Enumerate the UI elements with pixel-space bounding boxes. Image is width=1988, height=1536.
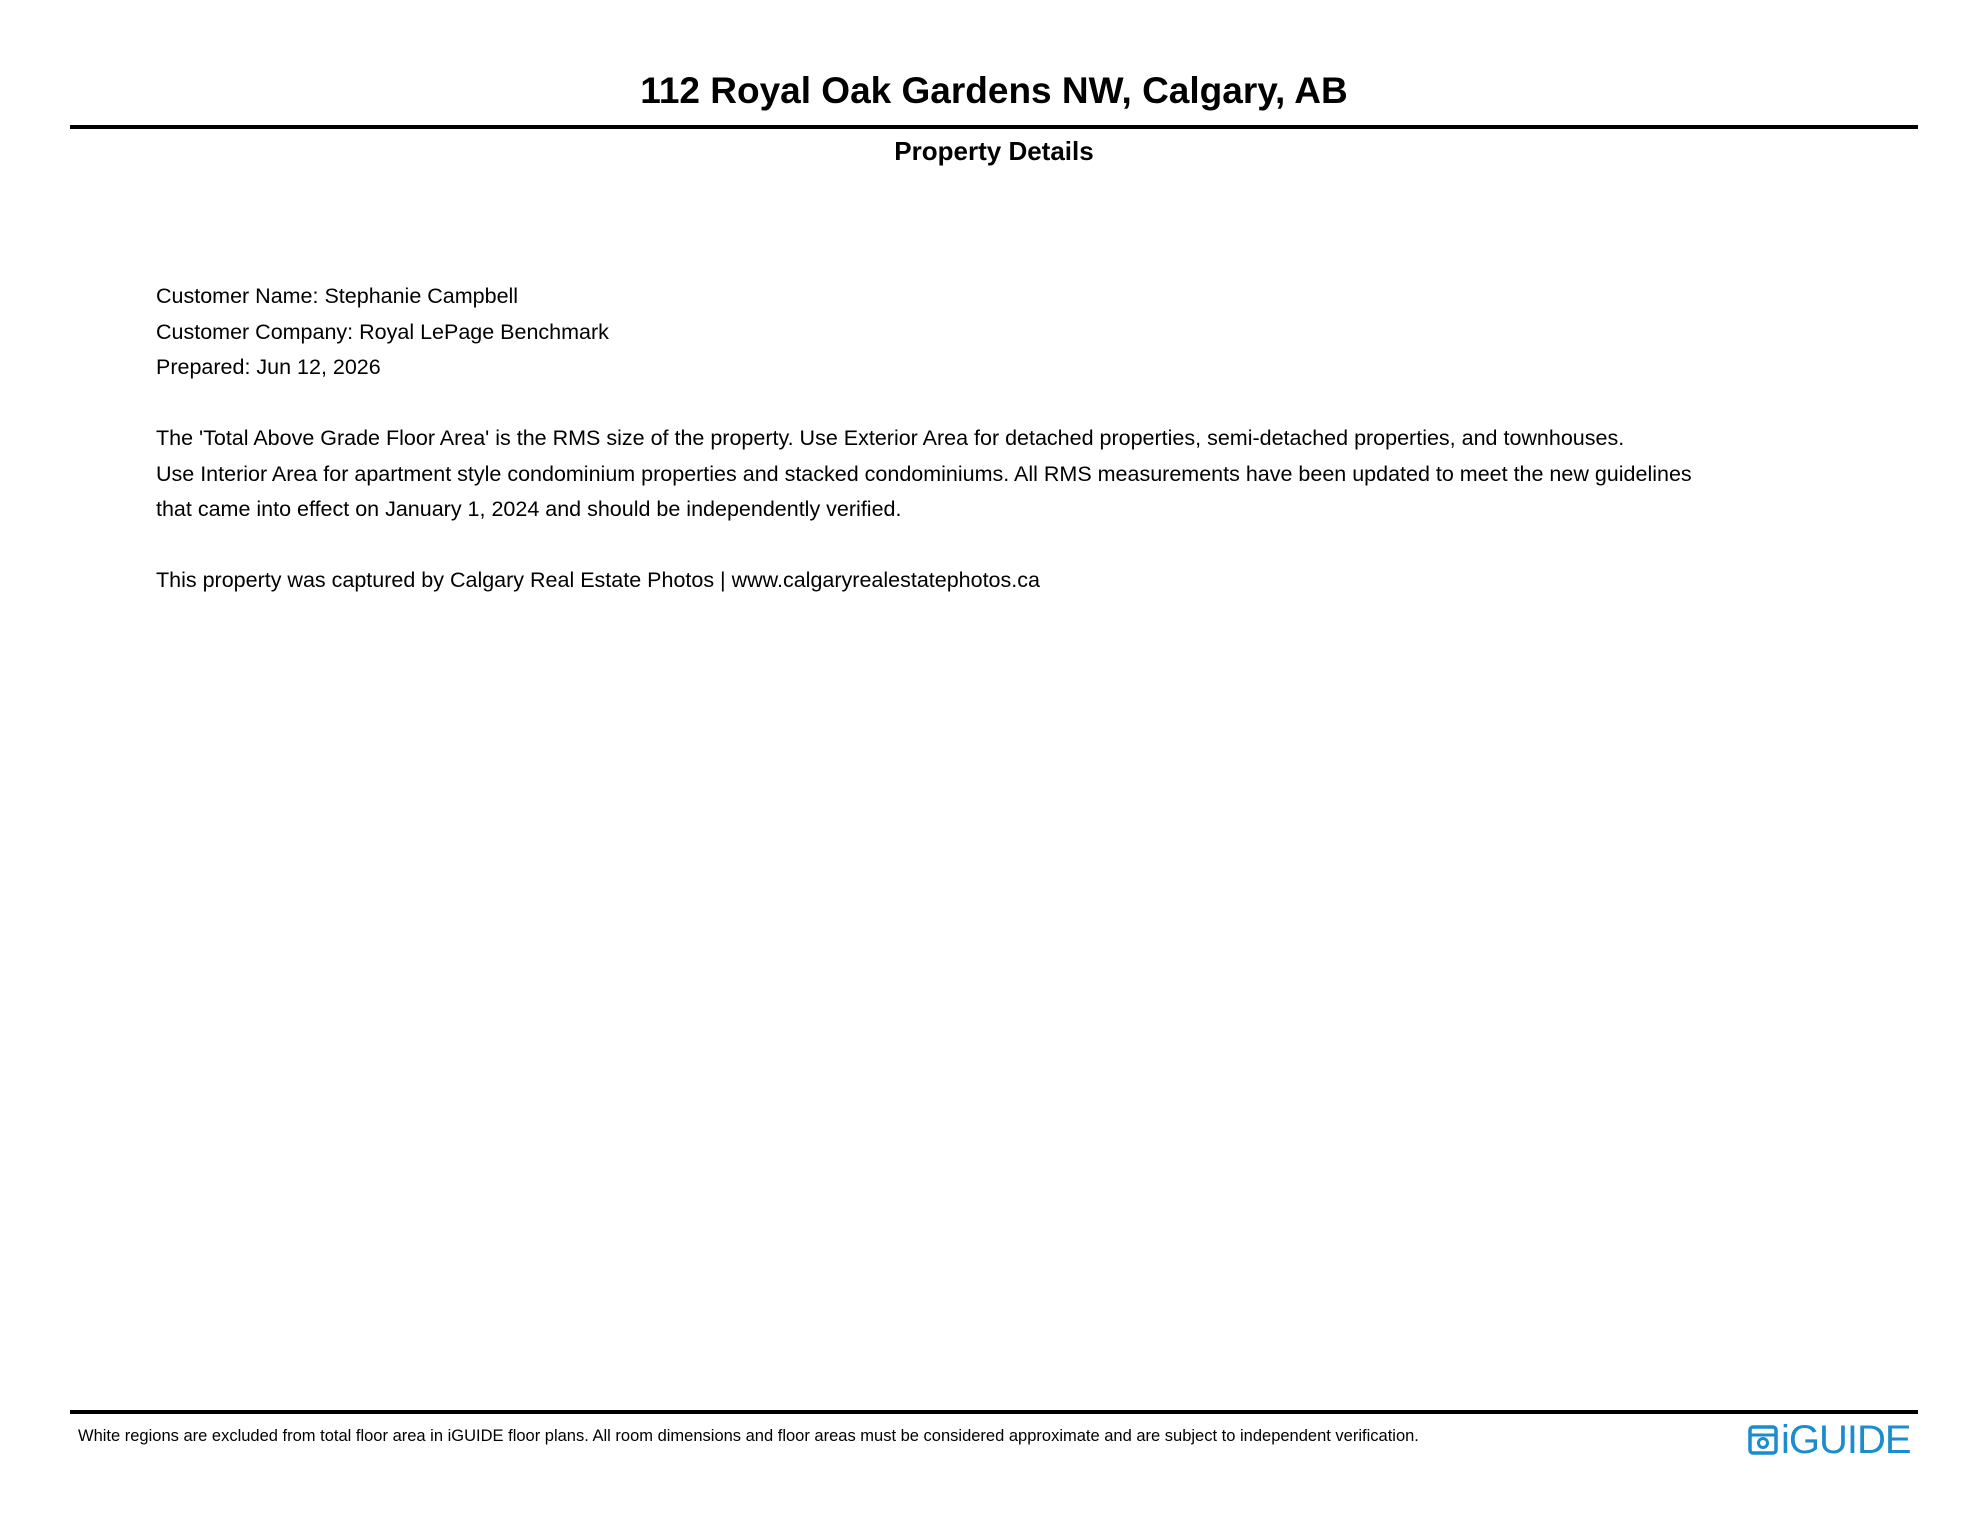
page-title: 112 Royal Oak Gardens NW, Calgary, AB [640,70,1348,111]
rms-note-line: that came into effect on January 1, 2024 and should be independently verified. [156,497,902,521]
iguide-camera-icon [1748,1424,1778,1456]
prepared-date: Prepared: Jun 12, 2026 [156,355,381,379]
spacer [156,528,1876,564]
capture-credit: This property was captured by Calgary Real Estate Photos | www.calgaryrealestatephotos.ca [156,568,1040,592]
footer-divider [70,1410,1918,1414]
footer-disclaimer: White regions are excluded from total floor area in iGUIDE floor plans. All room dimensions and floor areas must be considered approximate and are subject to independent verification. [78,1427,1419,1445]
header-divider [70,125,1918,129]
rms-note-line: Use Interior Area for apartment style condominium properties and stacked condominiums. All RMS measurements have been updated to meet the new guidelines [156,461,1692,486]
customer-name: Customer Name: Stephanie Campbell [156,284,519,308]
property-details [156,279,1876,599]
iguide-logo [1748,1420,1911,1460]
page-subtitle: Property Details [894,136,1094,166]
rms-note-line: The 'Total Above Grade Floor Area' is the RMS size of the property. Use Exterior Area for detached properties, semi-detached properties, and townhouses. [156,426,1625,450]
spacer [156,386,1876,422]
iguide-wordmark: iGUIDE [1781,1418,1911,1462]
customer-company: Customer Company: Royal LePage Benchmark [156,319,609,344]
